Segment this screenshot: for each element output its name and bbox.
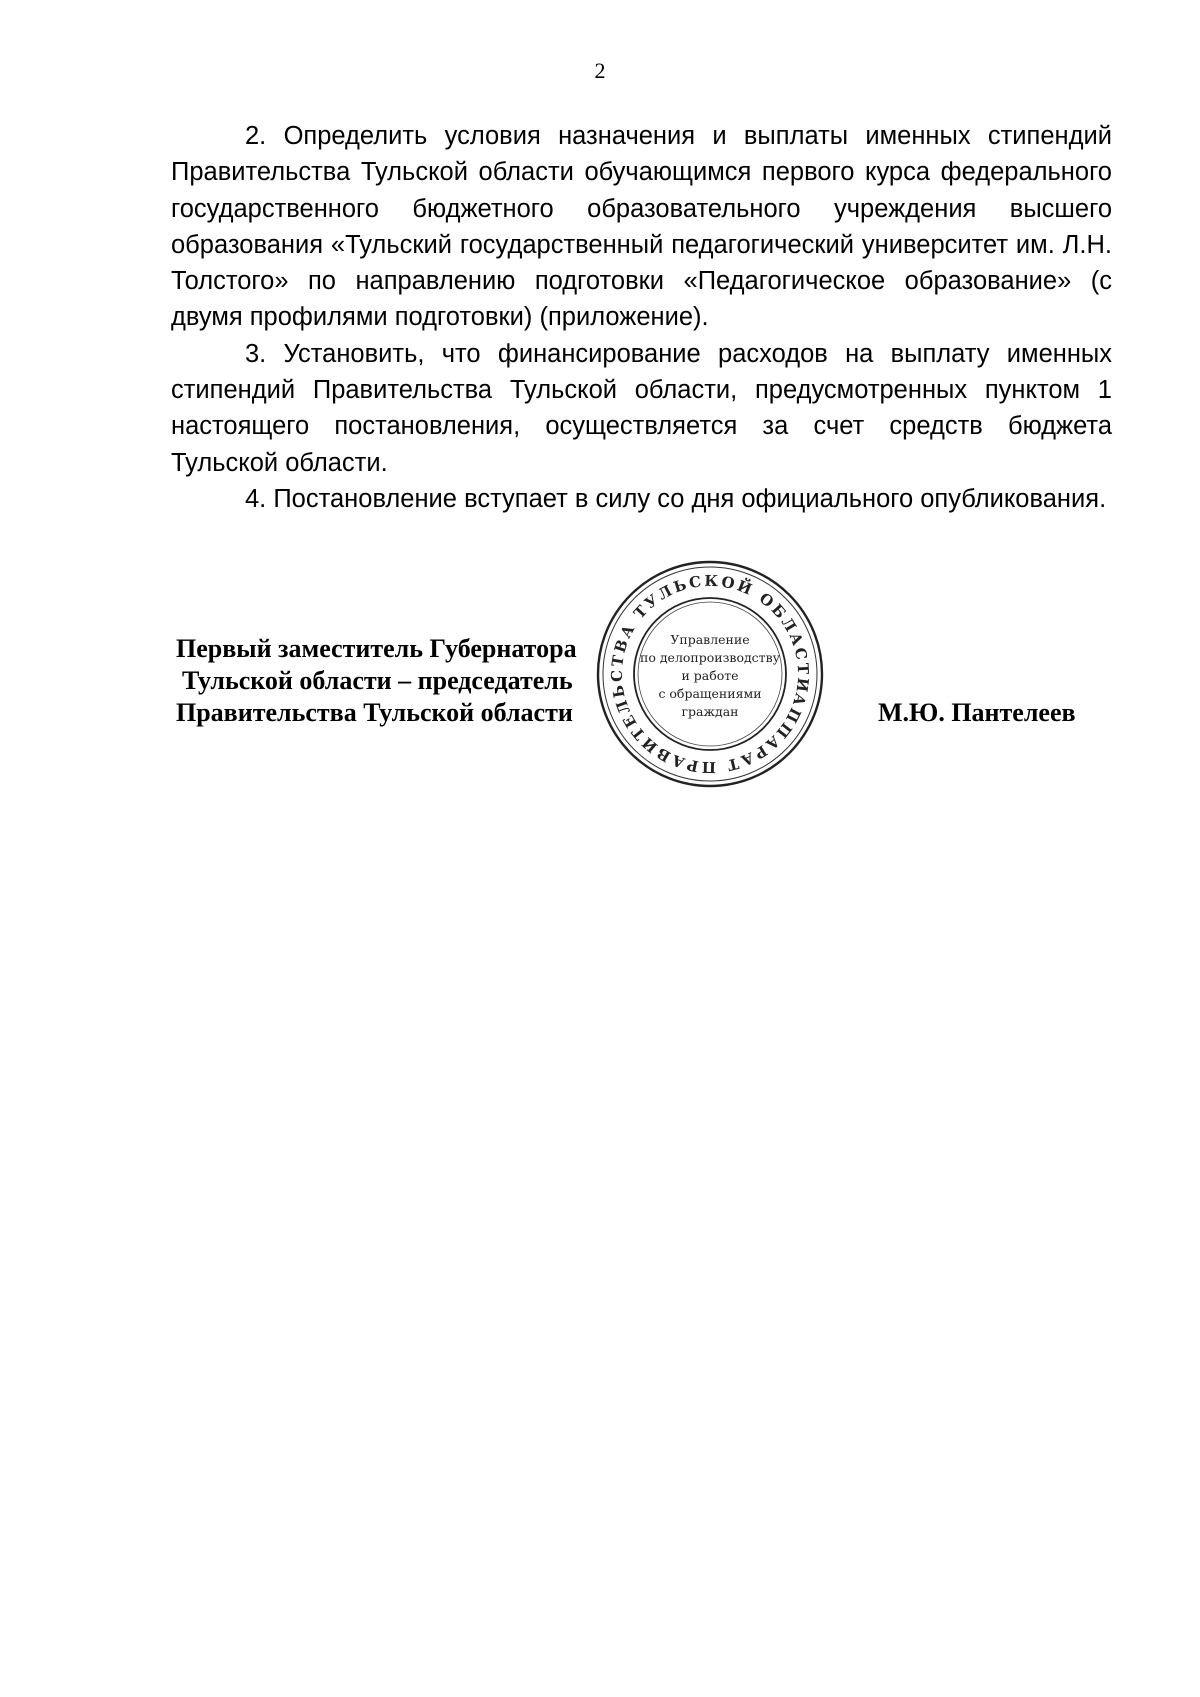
signatory-position-line-1: Первый заместитель Губернатора [176, 634, 577, 663]
seal-inner-line-1: Управление [670, 632, 750, 647]
seal-inner-line-4: с обращениями [658, 686, 762, 701]
seal-inner-line-2: по делопроизводству [640, 650, 780, 665]
signatory-position-line-2: Тульской области – председатель [182, 666, 573, 695]
page-number: 2 [594, 58, 606, 83]
signatory-position-line-3: Правительства Тульской области [176, 698, 573, 727]
seal-inner-line-3: и работе [681, 668, 739, 683]
paragraph-4: 4. Постановление вступает в силу со дня официального опубликования. [245, 484, 1107, 513]
signatory-position [176, 633, 577, 729]
paragraph-2: 2. Определить условия назначения и выплаты именных стипендий Правительства Тульской области обучающимся первого курса федерального государственного бюджетного образовательного учреждения высшего образования «Тульский государственный педагогический университет им. Л.Н. Толстого» по направлению подготовки «Педагогическое образование» (с двумя профилями подготовки) (приложение). [171, 122, 1112, 332]
document-body [171, 118, 1112, 517]
signatory-name: М.Ю. Пантелеев [878, 698, 1076, 727]
seal-outer-text: АППАРАТ ПРАВИТЕЛЬСТВА ТУЛЬСКОЙ ОБЛАСТИ [607, 571, 813, 777]
official-seal [596, 560, 824, 788]
paragraph-3: 3. Установить, что финансирование расходов на выплату именных стипендий Правительства Тульской области, предусмотренных пунктом 1 настоящего постановления, осуществляется за счет средств бюджета Тульской области. [171, 339, 1112, 477]
seal-inner-line-5: граждан [681, 704, 739, 719]
